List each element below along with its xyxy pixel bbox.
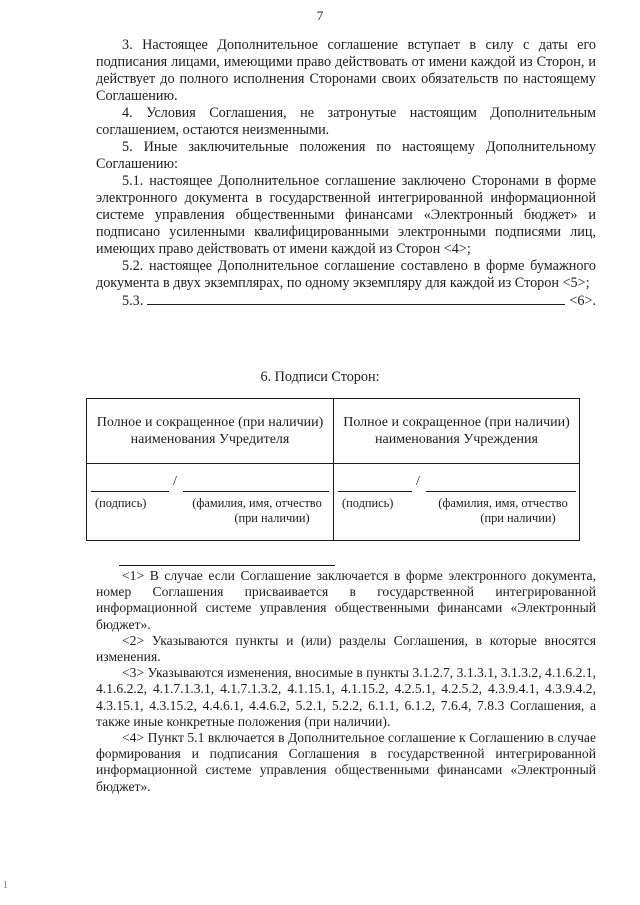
agreement-clauses bbox=[96, 37, 596, 310]
footnote-2: <2> Указываются пункты и (или) разделы Соглашения, в которые вносятся изменения. bbox=[96, 632, 596, 665]
institution-fio-label-line2: (при наличии) bbox=[480, 511, 556, 525]
institution-name-header: Полное и сокращенное (при наличии) наименования Учреждения bbox=[334, 399, 580, 464]
footnotes bbox=[96, 568, 596, 795]
founder-signature-cell bbox=[87, 464, 334, 541]
founder-fio-label bbox=[183, 496, 331, 526]
page-number: 7 bbox=[316, 8, 324, 23]
clause-5-3-footnote-ref: <6>. bbox=[569, 293, 596, 309]
clause-3: 3. Настоящее Дополнительное соглашение вступает в силу с даты его подписания лицами, имеющими право действовать от имени каждой из Сторон, и действует до полного исполнения Сторонами своих обязательств по настоящему Соглашению. bbox=[96, 37, 596, 104]
institution-signature-label: (подпись) bbox=[342, 496, 394, 510]
footnote-separator bbox=[119, 565, 335, 566]
founder-name-header: Полное и сокращенное (при наличии) наименования Учредителя bbox=[87, 399, 334, 464]
institution-signature-line bbox=[338, 491, 412, 492]
founder-signature-label: (подпись) bbox=[95, 496, 147, 510]
founder-name-line bbox=[183, 491, 329, 492]
clause-5-3-label: 5.3. bbox=[122, 293, 144, 309]
founder-slash: / bbox=[173, 474, 177, 489]
signatures-heading: 6. Подписи Сторон: bbox=[260, 369, 380, 385]
clause-5-3-blank-line bbox=[147, 292, 565, 305]
founder-fio-label-line2: (при наличии) bbox=[234, 511, 310, 525]
founder-fio-label-line1: (фамилия, имя, отчество bbox=[192, 496, 322, 510]
institution-fio-label-line1: (фамилия, имя, отчество bbox=[438, 496, 568, 510]
footnote-3: <3> Указываются изменения, вносимые в пункты 3.1.2.7, 3.1.3.1, 3.1.3.2, 4.1.6.2.1, 4.1.6.2.2, 4.1.7.1.3.1, 4.1.7.1.3.2, 4.1.15.1, 4.1.15.2, 4.2.5.1, 4.2.5.2, 4.3.9.4.1, 4.3.9.4.2, 4.3.15.1, 4.3.15.2, 4.4.6.1, 4.4.6.2, 5.2.1, 5.2.2, 6.1.1, 6.1.2, 7.6.4, 7.8.3 Соглашения, а также иные конкретные положения (при наличии). bbox=[96, 665, 596, 729]
founder-signature-line bbox=[91, 491, 169, 492]
institution-slash: / bbox=[416, 474, 420, 489]
institution-signature-cell bbox=[334, 464, 580, 541]
clause-5: 5. Иные заключительные положения по настоящему Дополнительному Соглашению: bbox=[96, 139, 596, 172]
scan-edge-mark: 1 bbox=[3, 880, 8, 891]
signatures-table bbox=[86, 398, 580, 541]
clause-5-1: 5.1. настоящее Дополнительное соглашение заключено Сторонами в форме электронного документа в государственной интегрированной информационной системе управления общественными финансами «Электронный бюджет» и подписано усиленными квалифицированными электронными подписями лиц, имеющих право действовать от имени каждой из Сторон <4>; bbox=[96, 173, 596, 257]
clause-5-3 bbox=[96, 292, 596, 310]
footnote-1: <1> В случае если Соглашение заключается в форме электронного документа, номер Соглашения присваивается в государственной интегрированной информационной системе управления общественными финансами «Электронный бюджет». bbox=[96, 568, 596, 632]
clause-5-2: 5.2. настоящее Дополнительное соглашение составлено в форме бумажного документа в двух экземплярах, по одному экземпляру для каждой из Сторон <5>; bbox=[96, 258, 596, 291]
institution-name-line bbox=[426, 491, 576, 492]
footnote-4: <4> Пункт 5.1 включается в Дополнительное соглашение к Соглашению в случае формирования и подписания Соглашения в государственной интегрированной информационной системе управления общественными финансами «Электронный бюджет». bbox=[96, 730, 596, 794]
clause-4: 4. Условия Соглашения, не затронутые настоящим Дополнительным соглашением, остаются неизменными. bbox=[96, 105, 596, 138]
institution-fio-label bbox=[428, 496, 578, 526]
